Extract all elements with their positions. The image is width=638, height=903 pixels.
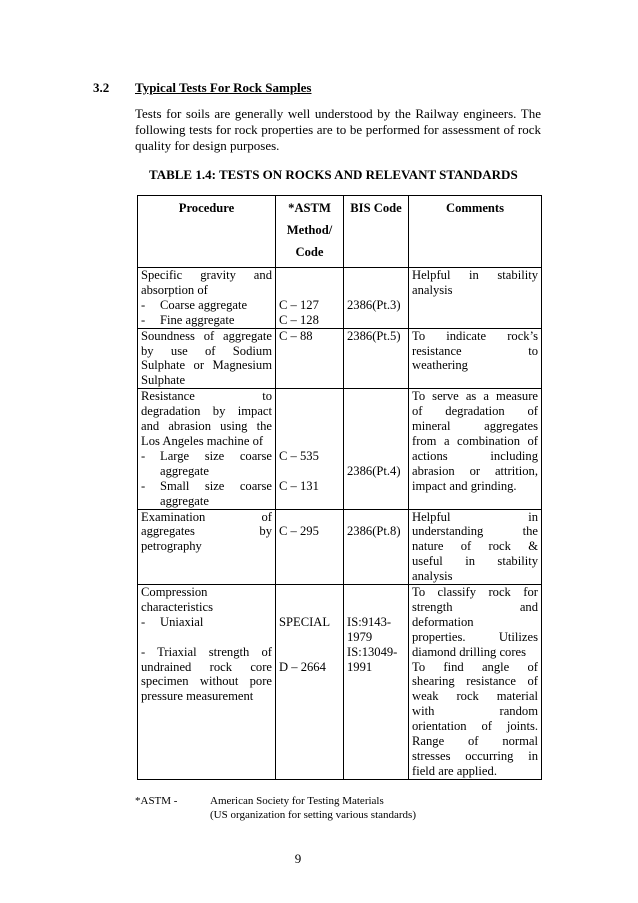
comments-line: of degradation of — [412, 404, 538, 419]
procedure-line: pressure measurement — [141, 689, 254, 704]
comments-line: actions including — [412, 448, 538, 463]
bis-code: 2386(Pt.5) — [347, 328, 401, 343]
procedure-line: petrography — [141, 539, 202, 554]
astm-code: C – 128 — [279, 312, 319, 327]
procedure-line: Sulphate or Magnesium — [141, 358, 272, 373]
comments-cell — [409, 389, 542, 509]
comments-line: weathering — [412, 358, 468, 373]
procedure-line: and abrasion using the — [141, 419, 272, 434]
table-row — [138, 328, 542, 389]
astm-code: C – 535 — [279, 448, 319, 463]
procedure-line: Compression — [141, 585, 208, 600]
comments-line: with random — [412, 704, 538, 719]
procedure-line: Specific gravity and — [141, 268, 272, 282]
procedure-line: undrained rock core — [141, 659, 272, 674]
bis-code: 1979 — [347, 629, 373, 644]
table-row — [138, 268, 542, 329]
header-bis: BIS Code — [344, 196, 409, 268]
intro-line: Tests for soils are generally well understood by the Railway engineers. The — [135, 106, 541, 121]
procedure-line: Resistance to — [141, 389, 272, 404]
bis-cell — [344, 585, 409, 780]
comments-line: understanding the — [412, 524, 538, 539]
bis-cell — [344, 509, 409, 585]
comments-line: nature of rock & — [412, 539, 538, 554]
comments-line: field are applied. — [412, 763, 497, 778]
comments-line: To indicate rock’s — [412, 328, 538, 343]
procedure-cell — [138, 509, 276, 585]
astm-code: D – 2664 — [279, 659, 326, 674]
procedure-line: Examination of — [141, 509, 272, 524]
comments-line: To classify rock for — [412, 585, 538, 600]
comments-line: Range of normal — [412, 734, 538, 749]
procedure-bullet: - Uniaxial — [141, 614, 204, 629]
comments-line: useful in stability — [412, 554, 538, 569]
comments-line: abrasion or attrition, — [412, 463, 538, 478]
bis-cell — [344, 389, 409, 509]
bis-code: 2386(Pt.8) — [347, 524, 401, 539]
astm-code: C – 88 — [279, 328, 313, 343]
procedure-cell — [138, 328, 276, 389]
page-number: 9 — [294, 851, 302, 866]
footnote-text: American Society for Testing Materials — [210, 795, 384, 807]
header-astm-line: *ASTM — [288, 201, 331, 215]
header-astm-line: Method/ — [286, 223, 333, 237]
comments-line: resistance to — [412, 343, 538, 358]
astm-cell — [276, 509, 344, 585]
section-title: Typical Tests For Rock Samples — [135, 80, 312, 95]
procedure-line: Soundness of aggregate — [141, 328, 272, 343]
comments-line: from a combination of — [412, 433, 538, 448]
bis-code: IS:13049- — [347, 644, 398, 659]
comments-cell — [409, 585, 542, 780]
comments-line: diamond drilling cores — [412, 644, 527, 659]
comments-cell — [409, 328, 542, 389]
procedure-bullet: - Fine aggregate — [141, 312, 235, 327]
header-astm — [276, 196, 344, 268]
comments-line: To find angle of — [412, 659, 538, 674]
procedure-line: aggregates by — [141, 524, 272, 539]
tests-table — [137, 195, 542, 780]
comments-line: Helpful in stability — [412, 268, 538, 282]
header-comments: Comments — [409, 196, 542, 268]
bis-cell — [344, 268, 409, 329]
section-number: 3.2 — [93, 80, 110, 95]
comments-line: shearing resistance of — [412, 674, 538, 689]
procedure-line: - Triaxial strength of — [141, 644, 272, 659]
procedure-line: absorption of — [141, 282, 208, 297]
astm-code: SPECIAL — [279, 614, 331, 629]
comments-line: mineral aggregates — [412, 419, 538, 434]
procedure-line: Los Angeles machine of — [141, 433, 264, 448]
header-procedure: Procedure — [138, 196, 276, 268]
astm-code: C – 295 — [279, 524, 319, 539]
procedure-cell — [138, 585, 276, 780]
comments-line: impact and grinding. — [412, 478, 517, 493]
astm-code: C – 131 — [279, 478, 319, 493]
comments-line: To serve as a measure — [412, 389, 538, 404]
astm-cell — [276, 268, 344, 329]
table-row — [138, 389, 542, 509]
comments-line: deformation — [412, 614, 474, 629]
bis-code: 1991 — [347, 659, 373, 674]
procedure-bullet: - Small size coarse aggregate — [141, 478, 272, 508]
footnote-key: *ASTM - — [135, 795, 178, 807]
intro-line: following tests for rock properties are to be performed for assessment of rock — [135, 122, 541, 137]
procedure-line: Sulphate — [141, 373, 186, 388]
comments-cell — [409, 268, 542, 329]
comments-line: properties. Utilizes — [412, 629, 538, 644]
intro-paragraph — [135, 106, 541, 154]
astm-cell — [276, 328, 344, 389]
procedure-bullet: - Large size coarse aggregate — [141, 448, 272, 478]
procedure-bullet: - Coarse aggregate — [141, 297, 248, 312]
procedure-line: specimen without pore — [141, 674, 272, 689]
comments-line: analysis — [412, 282, 453, 297]
comments-line: stresses occurring in — [412, 749, 538, 763]
comments-line: strength and — [412, 599, 538, 614]
procedure-line: degradation by impact — [141, 404, 272, 419]
bis-code: 2386(Pt.3) — [347, 297, 401, 312]
astm-code: C – 127 — [279, 297, 319, 312]
procedure-cell — [138, 268, 276, 329]
footnote-subtext: (US organization for setting various standards) — [210, 809, 417, 821]
procedure-cell — [138, 389, 276, 509]
comments-line: analysis — [412, 569, 453, 584]
comments-line: Helpful in — [412, 509, 538, 524]
bis-code: 2386(Pt.4) — [347, 463, 401, 478]
intro-line: quality for design purposes. — [135, 138, 280, 153]
bis-cell — [344, 328, 409, 389]
bis-code: IS:9143- — [347, 614, 392, 629]
procedure-line: characteristics — [141, 599, 214, 614]
header-astm-line: Code — [295, 245, 324, 259]
table-row — [138, 585, 542, 780]
comments-cell — [409, 509, 542, 585]
astm-cell — [276, 585, 344, 780]
table-title: TABLE 1.4: TESTS ON ROCKS AND RELEVANT STANDARDS — [149, 167, 518, 182]
comments-line: orientation of joints. — [412, 719, 538, 734]
procedure-line: by use of Sodium — [141, 343, 272, 358]
table-row — [138, 509, 542, 585]
astm-cell — [276, 389, 344, 509]
table-header-row — [138, 196, 542, 268]
comments-line: weak rock material — [412, 689, 538, 704]
